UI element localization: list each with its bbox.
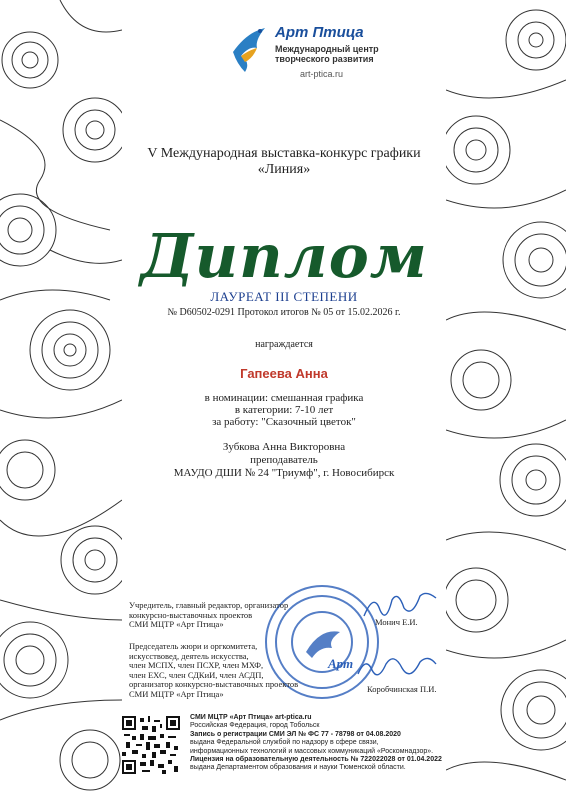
floral-ornament-icon xyxy=(0,0,122,800)
jury-name: Коробчинская П.И. xyxy=(367,684,437,694)
jury-title-line: СМИ МЦТР «Арт Птица» xyxy=(129,688,224,699)
work-title: за работу: "Сказочный цветок" xyxy=(212,416,356,428)
protocol-number: № D60502-0291 Протокол итогов № 05 от 15.02.2026 г. xyxy=(167,307,401,318)
founder-name: Монич Е.И. xyxy=(375,617,418,627)
teacher-name: Зубкова Анна Викторовна xyxy=(222,441,346,453)
award-degree: ЛАУРЕАТ III СТЕПЕНИ xyxy=(210,289,358,304)
diploma-panel xyxy=(122,0,446,800)
jury-signature-block xyxy=(129,642,339,699)
awarded-label: награждается xyxy=(255,339,313,350)
jury-title-line: искусствовед, деятель искусства, xyxy=(129,650,249,661)
logo-subtitle-line: творческого развития xyxy=(275,54,374,64)
founder-title-line: Учредитель, главный редактор, организатор xyxy=(129,600,289,610)
logo xyxy=(227,20,417,90)
stamp-text: Арт xyxy=(328,656,354,671)
contest-title-line: V Международная выставка-конкурс графики xyxy=(147,146,421,161)
footer-line: Запись о регистрации СМИ ЭЛ № ФС 77 - 78798 от 04.08.2020 xyxy=(190,730,401,738)
footer-line: выдана Федеральной службой по надзору в сфере связи, xyxy=(190,739,379,747)
legal-footer xyxy=(190,714,446,773)
recipient-name: Гапеева Анна xyxy=(240,366,328,381)
floral-border-right xyxy=(446,0,566,800)
jury-signature xyxy=(354,650,438,686)
founder-signature-block xyxy=(129,601,339,630)
floral-ornament-icon xyxy=(446,0,566,800)
footer-line: выдана Департаментом образования и науки Тюменской области. xyxy=(190,764,406,772)
diploma-title: Диплом xyxy=(140,222,428,292)
nomination: в номинации: смешанная графика xyxy=(204,392,364,404)
founder-title-line: конкурсно-выставочных проектов xyxy=(129,609,253,620)
award-details xyxy=(122,392,446,428)
jury-title-line: Председатель жюри и оргкомитета, xyxy=(129,641,258,651)
contest-name: «Линия» xyxy=(257,162,311,177)
jury-title-line: организатор конкурсно-выставочных проектов xyxy=(129,679,299,689)
logo-subtitle-line: Международный центр xyxy=(275,44,379,54)
category: в категории: 7-10 лет xyxy=(234,404,334,416)
qr-code xyxy=(122,716,180,774)
bird-logo-icon xyxy=(227,22,269,74)
floral-border-left xyxy=(0,0,122,800)
logo-name: Арт Птица xyxy=(275,24,364,41)
logo-url: art-ptica.ru xyxy=(300,69,344,79)
logo-subtitle xyxy=(275,44,395,64)
teacher-block xyxy=(122,441,446,480)
footer-line: информационных технологий и массовых коммуникаций «Роскомнадзор». xyxy=(190,747,434,755)
footer-line: Российская Федерация, город Тобольск xyxy=(190,722,320,730)
contest-title xyxy=(122,146,446,178)
jury-title-line: член МСПХ, член ПСХР, член МХФ, xyxy=(129,660,264,670)
teacher-role: преподаватель xyxy=(250,454,318,466)
footer-line: Лицензия на образовательную деятельность № 722022028 от 01.04.2022 xyxy=(190,756,442,764)
jury-title-line: член ЕХС, член СДКиИ, член АСДП, xyxy=(129,669,264,680)
school-name: МАУДО ДШИ № 24 "Триумф", г. Новосибирск xyxy=(173,467,395,479)
founder-title-line: СМИ МЦТР «Арт Птица» xyxy=(129,619,224,629)
footer-line: СМИ МЦТР «Арт Птица» art-ptica.ru xyxy=(190,714,312,721)
